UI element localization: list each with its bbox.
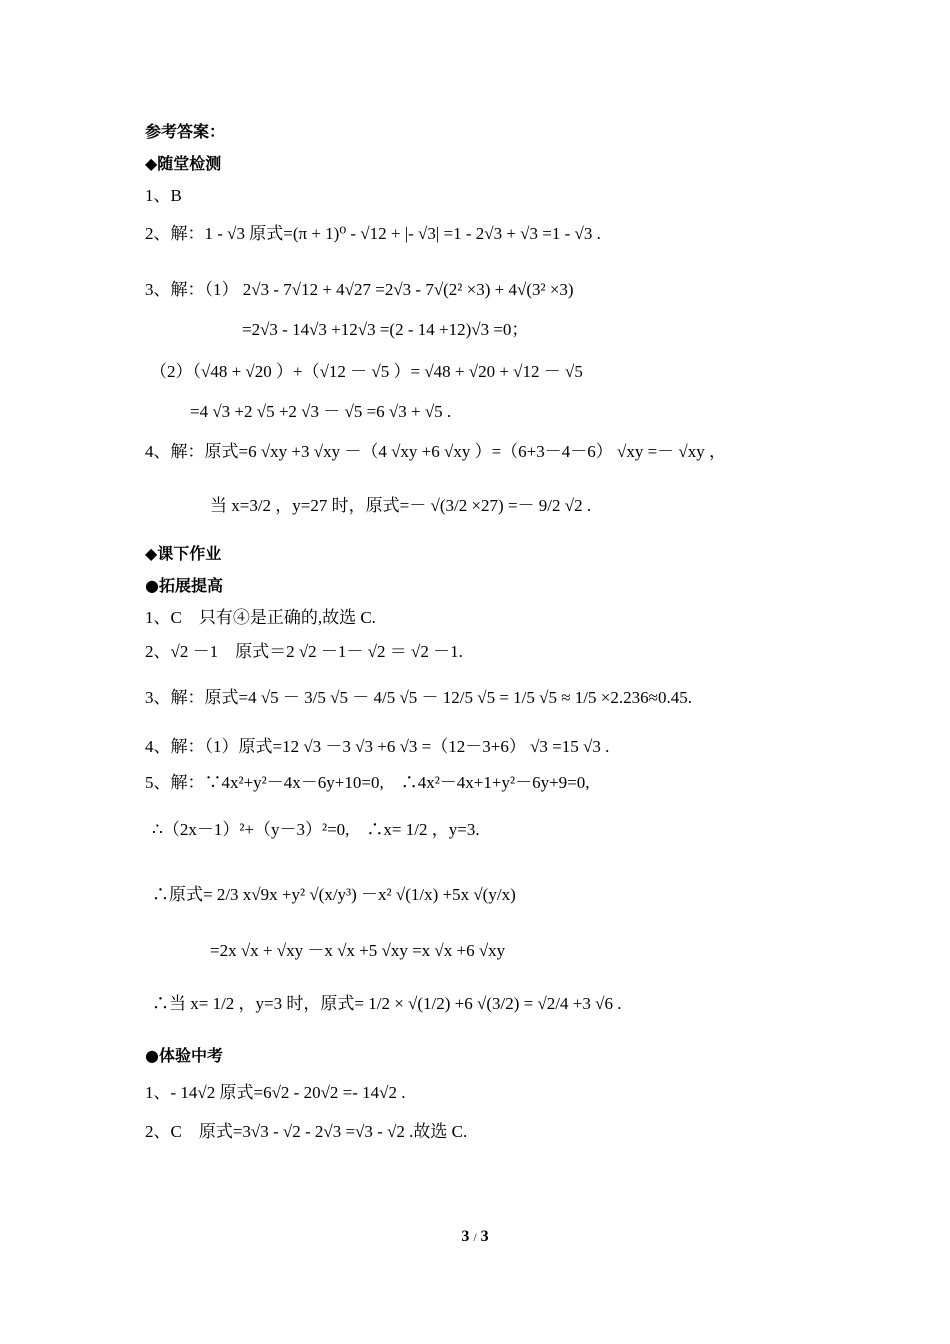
answer-line: 1、B — [145, 186, 182, 205]
answer-line: 4、解：原式=6 √xy +3 √xy －（4 √xy +6 √xy ）=（6+3－4－6） √xy =－ √xy ， — [145, 442, 727, 461]
answer-line: =2√3 - 14√3 +12√3 =(2 - 14 +12)√3 =0； — [242, 320, 529, 339]
answer-line: 5、解：∵4x²+y²－4x－6y+10=0, ∴4x²－4x+1+y²－6y+9=0, — [145, 773, 590, 792]
answer-line: 1、C 只有④是正确的,故选 C. — [145, 608, 376, 627]
answer-heading: 参考答案： — [145, 122, 226, 141]
answer-line: 4、解：（1）原式=12 √3 －3 √3 +6 √3 =（12－3+6） √3 =15 √3 . — [145, 737, 610, 756]
answer-line: =4 √3 +2 √5 +2 √3 － √5 =6 √3 + √5 . — [190, 402, 452, 421]
answer-line: 2、√2 －1 原式＝2 √2 －1－ √2 ＝ √2 －1. — [145, 642, 463, 661]
answer-line: 2、解：1 - √3 原式=(π + 1)⁰ - √12 + |- √3| =1 - 2√3 + √3 =1 - √3 . — [145, 224, 601, 243]
section-classroom-check: ◆随堂检测 — [145, 154, 222, 173]
page-separator: / — [473, 1230, 477, 1244]
answer-line: 3、解：（1） 2√3 - 7√12 + 4√27 =2√3 - 7√(2² ×3) + 4√(3² ×3) — [145, 280, 574, 299]
answer-line: 1、- 14√2 原式=6√2 - 20√2 =- 14√2 . — [145, 1083, 406, 1102]
page-total: 3 — [480, 1228, 489, 1245]
section-extension: ●拓展提高 — [145, 576, 223, 595]
answer-line: 2、C 原式=3√3 - √2 - 2√3 =√3 - √2 .故选 C. — [145, 1122, 468, 1141]
answer-line: （2）（√48 + √20 ）+（√12 － √5 ）= √48 + √20 + √12 － √5 — [150, 362, 583, 381]
answer-line: =2x √x + √xy －x √x +5 √xy =x √x +6 √xy — [210, 941, 506, 960]
section-homework: ◆课下作业 — [145, 544, 222, 563]
answer-line: ∴原式= 2/3 x√9x +y² √(x/y³) －x² √(1/x) +5x √(y/x) — [152, 885, 516, 904]
section-exam-experience: ●体验中考 — [145, 1046, 223, 1065]
answer-line: ∴（2x－1）²+（y－3）²=0, ∴x= 1/2 ，y=3. — [152, 820, 480, 839]
answer-line: 当 x=3/2 ，y=27 时，原式=－ √(3/2 ×27) =－ 9/2 √2 . — [210, 496, 592, 515]
answer-line: ∴当 x= 1/2 ，y=3 时，原式= 1/2 × √(1/2) +6 √(3/2) = √2/4 +3 √6 . — [152, 994, 622, 1013]
answer-line: 3、解：原式=4 √5 － 3/5 √5 － 4/5 √5 － 12/5 √5 = 1/5 √5 ≈ 1/5 ×2.236≈0.45. — [145, 688, 692, 707]
page-number — [0, 1228, 950, 1246]
page-current: 3 — [461, 1228, 470, 1245]
